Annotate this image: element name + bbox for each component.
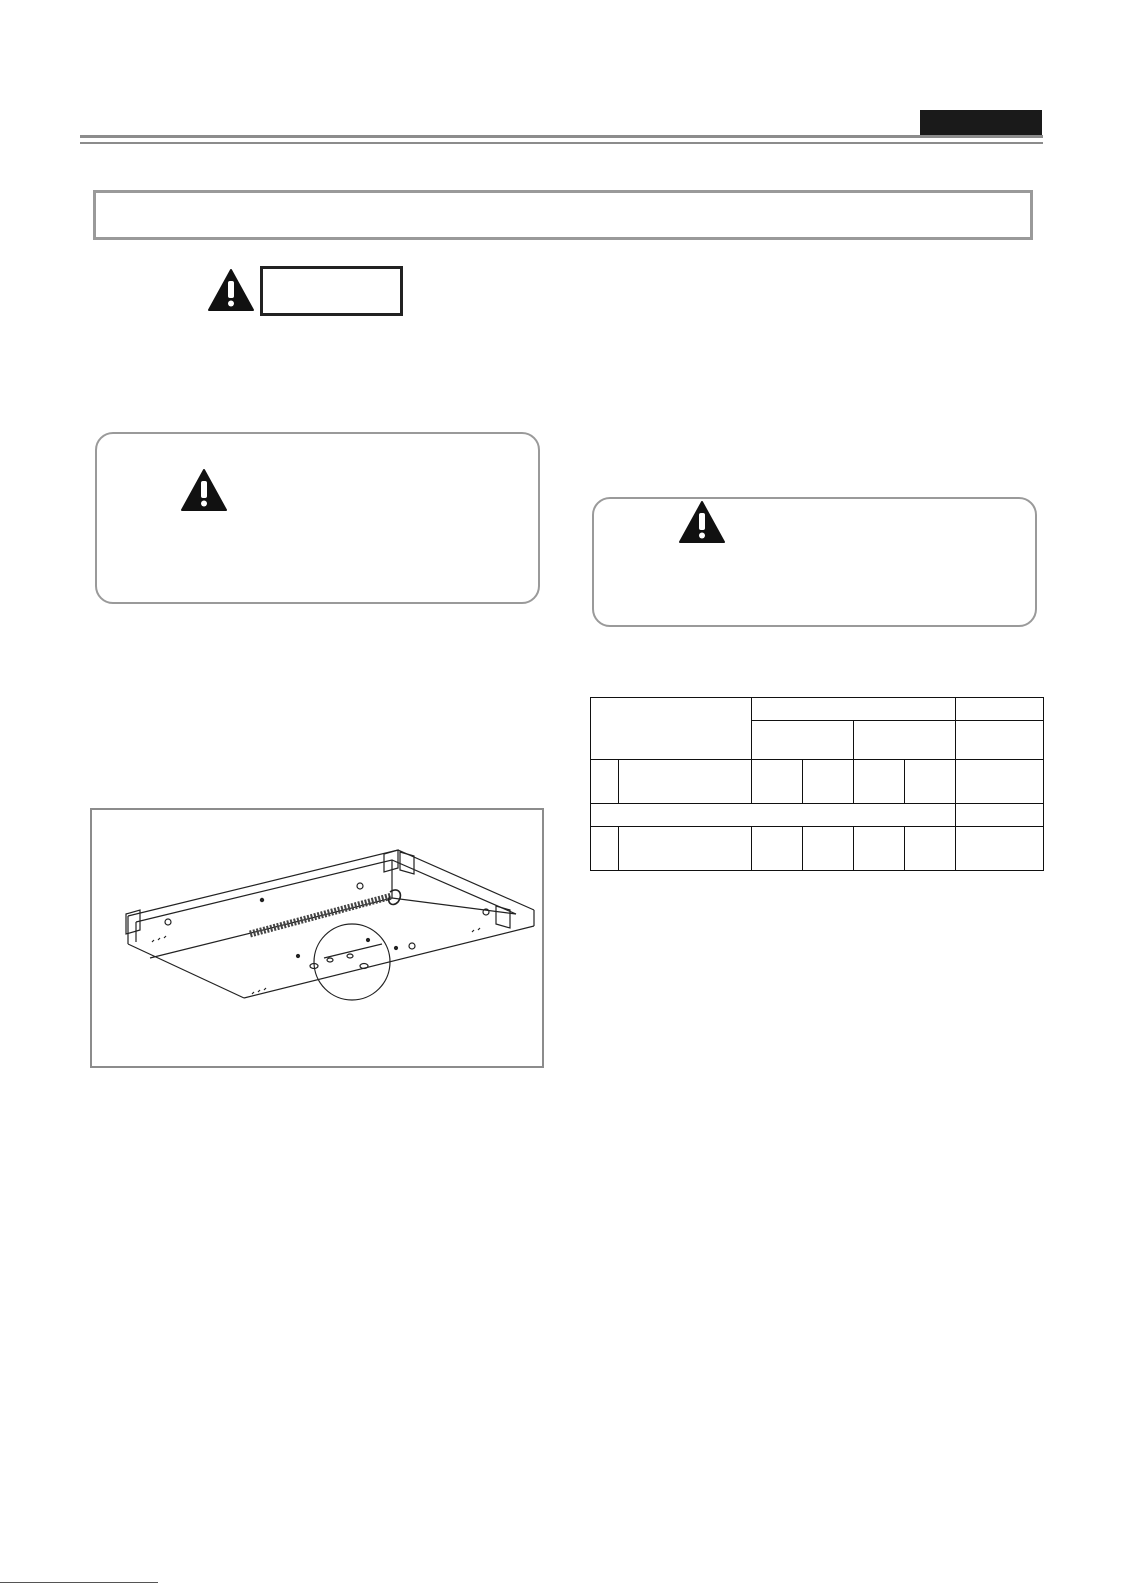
table-cell <box>905 827 956 871</box>
table-cell <box>956 827 1044 871</box>
table-row <box>591 804 1044 827</box>
table-cell <box>956 760 1044 804</box>
warning-triangle-icon <box>678 500 726 544</box>
table-cell <box>591 804 956 827</box>
table-cell <box>956 804 1044 827</box>
table-row <box>591 827 1044 871</box>
table-header-cell <box>854 721 956 760</box>
warning-triangle-icon <box>180 468 228 512</box>
table-cell <box>591 827 619 871</box>
table-cell <box>854 827 905 871</box>
table-cell <box>803 827 854 871</box>
table-header-cell <box>752 698 956 721</box>
section-title-box <box>93 190 1033 240</box>
header-rule-secondary <box>80 142 1043 144</box>
caution-label-box <box>260 266 403 316</box>
table-cell <box>752 760 803 804</box>
header-rule <box>80 135 1043 138</box>
table-cell <box>591 760 619 804</box>
table-cell <box>619 827 752 871</box>
table-cell <box>752 827 803 871</box>
table-header-cell <box>956 698 1044 721</box>
warning-triangle-icon <box>207 268 255 312</box>
table-header-cell <box>591 698 752 760</box>
heater-tray-illustration <box>92 810 542 1066</box>
table-row <box>591 760 1044 804</box>
table-cell <box>905 760 956 804</box>
spec-table <box>590 697 1044 871</box>
warning-note-right <box>592 497 1037 627</box>
table-cell <box>619 760 752 804</box>
table-cell <box>803 760 854 804</box>
table-cell <box>854 760 905 804</box>
table-header-cell <box>752 721 854 760</box>
footer-rule <box>0 1582 158 1583</box>
section-tab <box>920 110 1042 136</box>
figure-frame <box>90 808 544 1068</box>
warning-note-left <box>95 432 540 604</box>
table-header-cell <box>956 721 1044 760</box>
